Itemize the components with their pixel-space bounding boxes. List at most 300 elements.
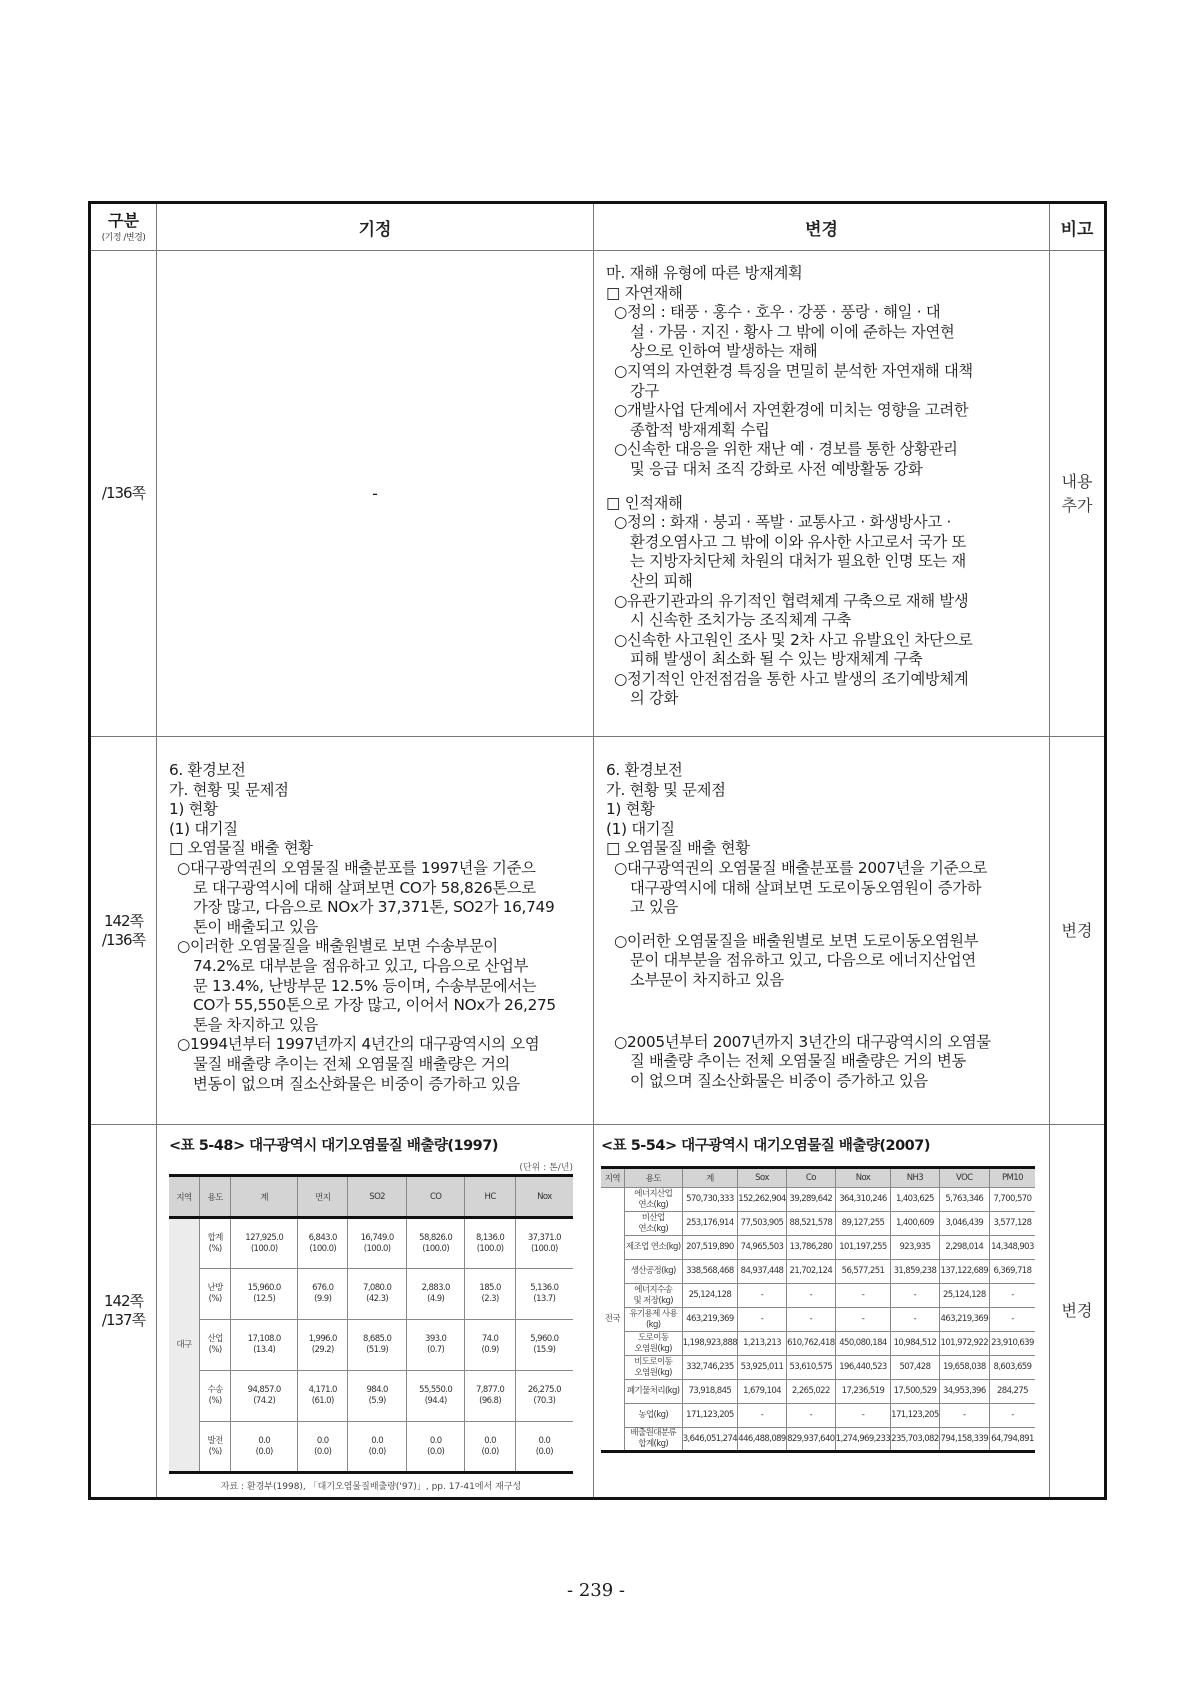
value-cell: [515, 1269, 573, 1320]
header-gubun: [91, 204, 156, 250]
value: 4,171.0: [308, 1385, 337, 1395]
value-cell: 17,500,529: [891, 1380, 939, 1404]
text-line: 물질 배출량 추이는 전체 오염물질 배출량은 거의: [193, 1054, 510, 1073]
use-label: 난방: [207, 1283, 223, 1293]
percent: (61.0): [311, 1396, 334, 1406]
column-header: HC: [465, 1176, 515, 1218]
percent: (100.0): [476, 1243, 504, 1254]
value-cell: [515, 1320, 573, 1371]
page-ref-label: /136쪽: [101, 930, 146, 949]
text-line: □ 자연재해: [606, 283, 683, 302]
column-header: 용도: [199, 1176, 230, 1218]
table-row: [601, 1236, 1035, 1260]
column-header: PM10: [989, 1168, 1035, 1188]
table-row: [601, 1260, 1035, 1284]
value-cell: [406, 1320, 465, 1371]
value-cell: [298, 1371, 348, 1422]
value: 984.0: [366, 1385, 388, 1395]
value-cell: 53,610,575: [786, 1356, 835, 1380]
text-line: ○이러한 오염물질을 배출원별로 보면 도로이동오염원부: [614, 931, 979, 950]
value-cell: 23,910,639: [989, 1332, 1035, 1356]
row2-page-ref: [91, 737, 156, 1124]
text-line: CO가 55,550톤으로 가장 많고, 이어서 NOx가 26,275: [193, 996, 556, 1015]
value-cell: 19,658,038: [939, 1356, 989, 1380]
value: 5,960.0: [530, 1334, 559, 1344]
text-line: (1) 대기질: [169, 819, 238, 838]
value: 17,108.0: [247, 1334, 281, 1344]
table-row: [601, 1308, 1035, 1332]
text-line: ○유관기관과의 유기적인 협력체계 구축으로 재해 발생: [614, 591, 969, 610]
text-line: 로 대구광역시에 대해 살펴보면 CO가 58,826톤으로: [193, 878, 536, 897]
value: 74.0: [481, 1334, 499, 1344]
use-cell: [199, 1320, 230, 1371]
percent: (0.0): [368, 1446, 386, 1457]
percent: (100.0): [530, 1243, 558, 1254]
use-cell: [624, 1212, 682, 1236]
value: 58,826.0: [419, 1232, 453, 1243]
text-line: ○정의 : 태풍 · 홍수 · 호우 · 강풍 · 풍랑 · 해일 · 대: [614, 303, 941, 322]
use-label: 합계(kg): [638, 1439, 669, 1449]
use-label: 유기용제 사용(kg): [629, 1308, 678, 1330]
text-line: 가장 많고, 다음으로 NOx가 37,371톤, SO2가 16,749: [193, 898, 555, 917]
text-line: ○대구광역권의 오염물질 배출분포를 1997년을 기준으: [177, 858, 536, 877]
text-line: ○개발사업 단계에서 자연환경에 미치는 영향을 고려한: [614, 401, 969, 420]
use-label: 생산공정(kg): [630, 1266, 676, 1276]
value-cell: 2,298,014: [939, 1236, 989, 1260]
text-line: 마. 재해 유형에 따른 방재계획: [606, 264, 803, 282]
text-line: 피해 발생이 최소화 될 수 있는 방재체계 구축: [630, 650, 923, 669]
value: 0.0: [484, 1435, 496, 1446]
value-cell: [406, 1269, 465, 1320]
value-cell: [348, 1269, 407, 1320]
percent: (51.9): [366, 1345, 389, 1355]
value-cell: 101,197,255: [835, 1236, 890, 1260]
percent: (0.0): [481, 1446, 499, 1457]
use-cell: [199, 1422, 230, 1473]
value: 26,275.0: [527, 1385, 561, 1395]
percent: (100.0): [422, 1243, 450, 1254]
text-line: 및 응급 대처 조직 강화로 사전 예방활동 강화: [630, 459, 923, 478]
value-cell: 74,965,503: [738, 1236, 787, 1260]
value-cell: 171,123,205: [682, 1404, 737, 1428]
use-cell: [624, 1236, 682, 1260]
column-header: SO2: [348, 1176, 407, 1218]
header-changed: 변경: [805, 219, 838, 240]
value-cell: 2,265,022: [786, 1380, 835, 1404]
text-line: 가. 현황 및 문제점: [169, 780, 289, 799]
value-cell: [515, 1422, 573, 1473]
value-cell: -: [989, 1308, 1035, 1332]
value-cell: 6,369,718: [989, 1260, 1035, 1284]
table-2007: [601, 1166, 1035, 1453]
value-cell: 31,859,238: [891, 1260, 939, 1284]
text-line: 톤을 차지하고 있음: [193, 1015, 318, 1034]
value: 127,925.0: [245, 1232, 284, 1243]
value: 0.0: [429, 1435, 442, 1446]
value-cell: 64,794,891: [989, 1428, 1035, 1452]
use-cell: [199, 1218, 230, 1269]
value-cell: 3,046,439: [939, 1212, 989, 1236]
text-line: 1) 현황: [169, 800, 218, 819]
value: 94,857.0: [247, 1385, 281, 1395]
value-cell: 34,953,396: [939, 1380, 989, 1404]
percent: (0.0): [535, 1446, 553, 1457]
value-cell: [465, 1218, 515, 1269]
percent: (74.2): [253, 1396, 276, 1406]
row2-changed-text: [594, 761, 1049, 1091]
value-cell: [406, 1218, 465, 1269]
value-cell: -: [989, 1404, 1035, 1428]
column-header: 지역: [169, 1176, 199, 1218]
value-cell: 8,603,659: [989, 1356, 1035, 1380]
use-cell: [199, 1371, 230, 1422]
value-cell: [231, 1218, 298, 1269]
value-cell: [231, 1320, 298, 1371]
value-cell: -: [786, 1284, 835, 1308]
header-existing: 기정: [358, 219, 392, 240]
use-label: 산업: [207, 1334, 223, 1344]
value: 5,136.0: [530, 1283, 559, 1293]
percent: (15.9): [533, 1345, 556, 1355]
use-cell: [624, 1332, 682, 1356]
text-line: 74.2%로 대부분을 점유하고 있고, 다음으로 산업부: [193, 956, 529, 975]
row3-remark: [1050, 1125, 1104, 1497]
percent: (0.0): [314, 1446, 332, 1457]
use-label: (%): [208, 1345, 222, 1355]
value: 7,080.0: [363, 1283, 392, 1293]
use-cell: [199, 1269, 230, 1320]
text-line: 는 지방자치단체 차원의 대처가 필요한 인명 또는 재: [630, 552, 966, 571]
table-1997-source: 자료 : 환경부(1998), 「대기오염물질배출량('97)」, pp. 17-41에서 재구성: [220, 1482, 522, 1492]
percent: (12.5): [253, 1294, 276, 1304]
text-line: ○신속한 사고원인 조사 및 2차 사고 유발요인 차단으로: [614, 630, 973, 649]
row-divider: [91, 736, 1104, 737]
percent: (0.7): [427, 1345, 445, 1355]
value-cell: 446,488,089: [738, 1428, 787, 1452]
column-header: 계: [682, 1168, 737, 1188]
text-line: 톤이 배출되고 있음: [193, 917, 318, 936]
table-row: [601, 1212, 1035, 1236]
use-label: 오염원(kg): [634, 1367, 672, 1378]
value: 676.0: [312, 1283, 334, 1293]
text-line: 산의 피해: [630, 571, 693, 590]
remark-line: 내용: [1061, 471, 1093, 491]
text-line: 6. 환경보전: [169, 761, 246, 779]
use-cell: [624, 1428, 682, 1452]
column-header: 지역: [601, 1168, 624, 1188]
use-label: 제조업 연소(kg): [625, 1242, 681, 1252]
percent: (5.9): [368, 1396, 386, 1406]
value-cell: 137,122,689: [939, 1260, 989, 1284]
use-cell: [624, 1188, 682, 1212]
table-row: [601, 1428, 1035, 1452]
remark-line: 추가: [1061, 495, 1093, 515]
header-remark: 비고: [1060, 219, 1094, 240]
row2-remark: [1050, 737, 1104, 1124]
percent: (94.4): [424, 1396, 447, 1406]
use-cell: [624, 1284, 682, 1308]
value-cell: [465, 1422, 515, 1473]
value: 8,685.0: [363, 1334, 392, 1344]
use-cell: [624, 1404, 682, 1428]
table-1997-unit: (단위 : 톤/년): [519, 1163, 573, 1173]
value-cell: 253,176,914: [682, 1212, 737, 1236]
value: 185.0: [479, 1283, 501, 1293]
value-cell: 463,219,369: [682, 1308, 737, 1332]
percent: (0.9): [481, 1345, 499, 1355]
row1-remark: [1050, 251, 1104, 736]
region-cell: 대구: [169, 1218, 199, 1473]
text-line: 상으로 인하여 발생하는 재해: [630, 342, 818, 361]
page-number: - 239 -: [567, 1580, 625, 1601]
column-header: NH3: [891, 1168, 939, 1188]
value-cell: -: [835, 1284, 890, 1308]
table-row: [169, 1422, 573, 1473]
row1-existing: -: [372, 484, 378, 503]
use-label: 농업(kg): [638, 1410, 669, 1420]
value-cell: 196,440,523: [835, 1356, 890, 1380]
value-cell: [348, 1320, 407, 1371]
revision-comparison-table: [88, 201, 1107, 1500]
value-cell: -: [891, 1284, 939, 1308]
value-cell: [231, 1371, 298, 1422]
use-label: (%): [208, 1294, 222, 1304]
value: 1,996.0: [308, 1334, 337, 1344]
value-cell: 3,577,128: [989, 1212, 1035, 1236]
value-cell: [298, 1269, 348, 1320]
text-line: ○정기적인 안전점검을 통한 사고 발생의 조기예방체계: [614, 669, 969, 688]
value-cell: 10,984,512: [891, 1332, 939, 1356]
percent: (29.2): [311, 1345, 334, 1355]
value-cell: 3,646,051,274: [682, 1428, 737, 1452]
remark-line: 변경: [1061, 1301, 1093, 1320]
value-cell: 17,236,519: [835, 1380, 890, 1404]
row3-page-ref: [91, 1125, 156, 1497]
value-cell: [515, 1218, 573, 1269]
value-cell: 89,127,255: [835, 1212, 890, 1236]
value-cell: 1,400,609: [891, 1212, 939, 1236]
value-cell: 1,198,923,888: [682, 1332, 737, 1356]
header-gubun-sublabel: (기정 /변경): [101, 232, 146, 243]
value-cell: -: [989, 1284, 1035, 1308]
value-cell: -: [835, 1404, 890, 1428]
column-header: CO: [406, 1176, 465, 1218]
percent: (9.9): [314, 1294, 332, 1304]
value: 2,883.0: [421, 1283, 450, 1293]
use-label: 합계: [207, 1232, 223, 1243]
text-line: 강구: [630, 381, 659, 400]
table-row: [601, 1188, 1035, 1212]
text-line: 이 없으며 질소산화물은 비중이 증가하고 있음: [630, 1071, 928, 1090]
table-row: [169, 1371, 573, 1422]
value-cell: [465, 1320, 515, 1371]
value-cell: 53,925,011: [738, 1356, 787, 1380]
value-cell: 56,577,251: [835, 1260, 890, 1284]
value-cell: [406, 1422, 465, 1473]
value-cell: 39,289,642: [786, 1188, 835, 1212]
text-line: 문 13.4%, 난방부문 12.5% 등이며, 수송부문에서는: [193, 976, 537, 995]
value-cell: 463,219,369: [939, 1308, 989, 1332]
text-line: 변동이 없으며 질소산화물은 비중이 증가하고 있음: [193, 1074, 520, 1093]
use-cell: [624, 1260, 682, 1284]
value-cell: 507,428: [891, 1356, 939, 1380]
value-cell: 13,786,280: [786, 1236, 835, 1260]
value-cell: 235,703,082: [891, 1428, 939, 1452]
text-line: □ 오염물질 배출 현황: [169, 839, 313, 858]
value-cell: 570,730,333: [682, 1188, 737, 1212]
percent: (2.3): [481, 1294, 499, 1304]
value-cell: 14,348,903: [989, 1236, 1035, 1260]
value: 15,960.0: [247, 1283, 281, 1293]
percent: (13.7): [533, 1294, 556, 1304]
value: 7,877.0: [475, 1385, 505, 1395]
row-divider: [91, 1124, 1104, 1125]
use-label: 폐기물처리(kg): [626, 1386, 680, 1396]
value-cell: [348, 1371, 407, 1422]
value-cell: 364,310,246: [835, 1188, 890, 1212]
value-cell: 284,275: [989, 1380, 1035, 1404]
row2-existing-text: [157, 761, 593, 1094]
value: 16,749.0: [360, 1232, 394, 1243]
column-header: VOC: [939, 1168, 989, 1188]
text-line: ○1994년부터 1997년까지 4년간의 대구광역시의 오염: [177, 1035, 540, 1054]
value-cell: -: [738, 1404, 787, 1428]
use-label: (%): [208, 1446, 222, 1457]
text-line: 대구광역시에 대해 살펴보면 도로이동오염원이 증가하: [630, 878, 982, 897]
text-line: 문이 대부분을 점유하고 있고, 다음으로 에너지산업연: [630, 951, 976, 970]
table-row: [601, 1380, 1035, 1404]
table-row: [601, 1284, 1035, 1308]
value-cell: 101,972,922: [939, 1332, 989, 1356]
text-line: 1) 현황: [606, 800, 655, 819]
value-cell: 207,519,890: [682, 1236, 737, 1260]
percent: (96.8): [479, 1396, 502, 1406]
value: 0.0: [371, 1435, 383, 1446]
remark-line: 변경: [1061, 920, 1093, 940]
value-cell: [465, 1269, 515, 1320]
value-cell: 338,568,468: [682, 1260, 737, 1284]
use-cell: [624, 1308, 682, 1332]
spacer: [606, 991, 1037, 1005]
value-cell: 5,763,346: [939, 1188, 989, 1212]
text-line: (1) 대기질: [606, 819, 675, 838]
value-cell: -: [835, 1308, 890, 1332]
spacer: [606, 480, 1037, 494]
value-cell: [298, 1218, 348, 1269]
text-line: 환경오염사고 그 밖에 이와 유사한 사고로서 국가 또: [630, 532, 966, 551]
use-label: 도로이동: [637, 1332, 669, 1343]
value-cell: 88,521,578: [786, 1212, 835, 1236]
row1-page-ref: [91, 251, 156, 736]
value-cell: [348, 1218, 407, 1269]
value-cell: 25,124,128: [682, 1284, 737, 1308]
value-cell: [298, 1422, 348, 1473]
header-gubun-label: 구분: [108, 210, 139, 230]
value-cell: 1,274,969,233: [835, 1428, 890, 1452]
text-line: 종합적 방재계획 수립: [630, 420, 770, 439]
value-cell: 1,679,104: [738, 1380, 787, 1404]
percent: (13.4): [253, 1345, 276, 1355]
percent: (42.3): [366, 1294, 389, 1304]
value-cell: 1,403,625: [891, 1188, 939, 1212]
column-header: Sox: [738, 1168, 787, 1188]
table-row: [601, 1404, 1035, 1428]
table-row: [169, 1320, 573, 1371]
column-header: Nox: [515, 1176, 573, 1218]
percent: (0.0): [255, 1446, 273, 1457]
value-cell: 152,262,904: [738, 1188, 787, 1212]
column-header: Nox: [835, 1168, 890, 1188]
column-header: 용도: [624, 1168, 682, 1188]
page-ref-label: 142쪽: [103, 911, 144, 930]
value-cell: 73,918,845: [682, 1380, 737, 1404]
value-cell: -: [786, 1308, 835, 1332]
use-label: (%): [208, 1396, 222, 1406]
value-cell: [231, 1269, 298, 1320]
page-ref-label: /137쪽: [101, 1311, 146, 1329]
use-label: 발전: [207, 1435, 223, 1446]
value: 55,550.0: [419, 1385, 453, 1395]
use-label: 및 저장(kg): [633, 1295, 673, 1306]
use-label: 배출원대분류: [630, 1428, 677, 1438]
value-cell: 1,213,213: [738, 1332, 787, 1356]
use-label: 오염원(kg): [634, 1343, 672, 1354]
column-header: 먼지: [298, 1176, 348, 1218]
value: 0.0: [538, 1435, 551, 1446]
value-cell: 923,935: [891, 1236, 939, 1260]
use-label: 연소(kg): [638, 1223, 669, 1234]
column-header: 계: [231, 1176, 298, 1218]
spacer: [606, 1005, 1037, 1019]
table-row: [601, 1356, 1035, 1380]
text-line: 의 강화: [630, 689, 678, 708]
text-line: ○정의 : 화재 · 붕괴 · 폭발 · 교통사고 · 화생방사고 ·: [614, 513, 952, 532]
value-cell: -: [939, 1404, 989, 1428]
value-cell: 829,937,640: [786, 1428, 835, 1452]
value-cell: 610,762,418: [786, 1332, 835, 1356]
percent: (0.0): [427, 1446, 445, 1457]
value: 0.0: [316, 1435, 329, 1446]
percent: (100.0): [363, 1243, 391, 1254]
text-line: 고 있음: [630, 898, 678, 917]
table-header-row: [601, 1168, 1035, 1188]
value: 393.0: [425, 1334, 447, 1344]
text-line: ○지역의 자연환경 특징을 면밀히 분석한 자연재해 대책: [614, 361, 973, 380]
spacer: [606, 918, 1037, 932]
value-cell: -: [738, 1308, 787, 1332]
use-label: 에너지수송: [634, 1284, 673, 1295]
row1-changed-text: [594, 264, 1049, 709]
table-row: [169, 1218, 573, 1269]
value-cell: 25,124,128: [939, 1284, 989, 1308]
value-cell: [231, 1422, 298, 1473]
page-ref-label: /136쪽: [101, 484, 146, 502]
percent: (100.0): [250, 1243, 278, 1254]
use-label: (%): [208, 1243, 222, 1254]
use-label: 비산업: [641, 1212, 665, 1223]
value-cell: [348, 1422, 407, 1473]
page-ref-label: 142쪽: [103, 1292, 144, 1310]
text-line: ○이러한 오염물질을 배출원별로 보면 수송부문이: [177, 937, 498, 956]
percent: (4.9): [427, 1294, 445, 1304]
value-cell: -: [786, 1404, 835, 1428]
use-label: 에너지산업: [634, 1188, 673, 1199]
text-line: 6. 환경보전: [606, 761, 683, 779]
use-cell: [624, 1356, 682, 1380]
use-cell: [624, 1380, 682, 1404]
text-line: ○신속한 대응을 위한 재난 예 · 경보를 통한 상황관리: [614, 440, 958, 459]
use-label: 비도로이동: [634, 1356, 673, 1367]
